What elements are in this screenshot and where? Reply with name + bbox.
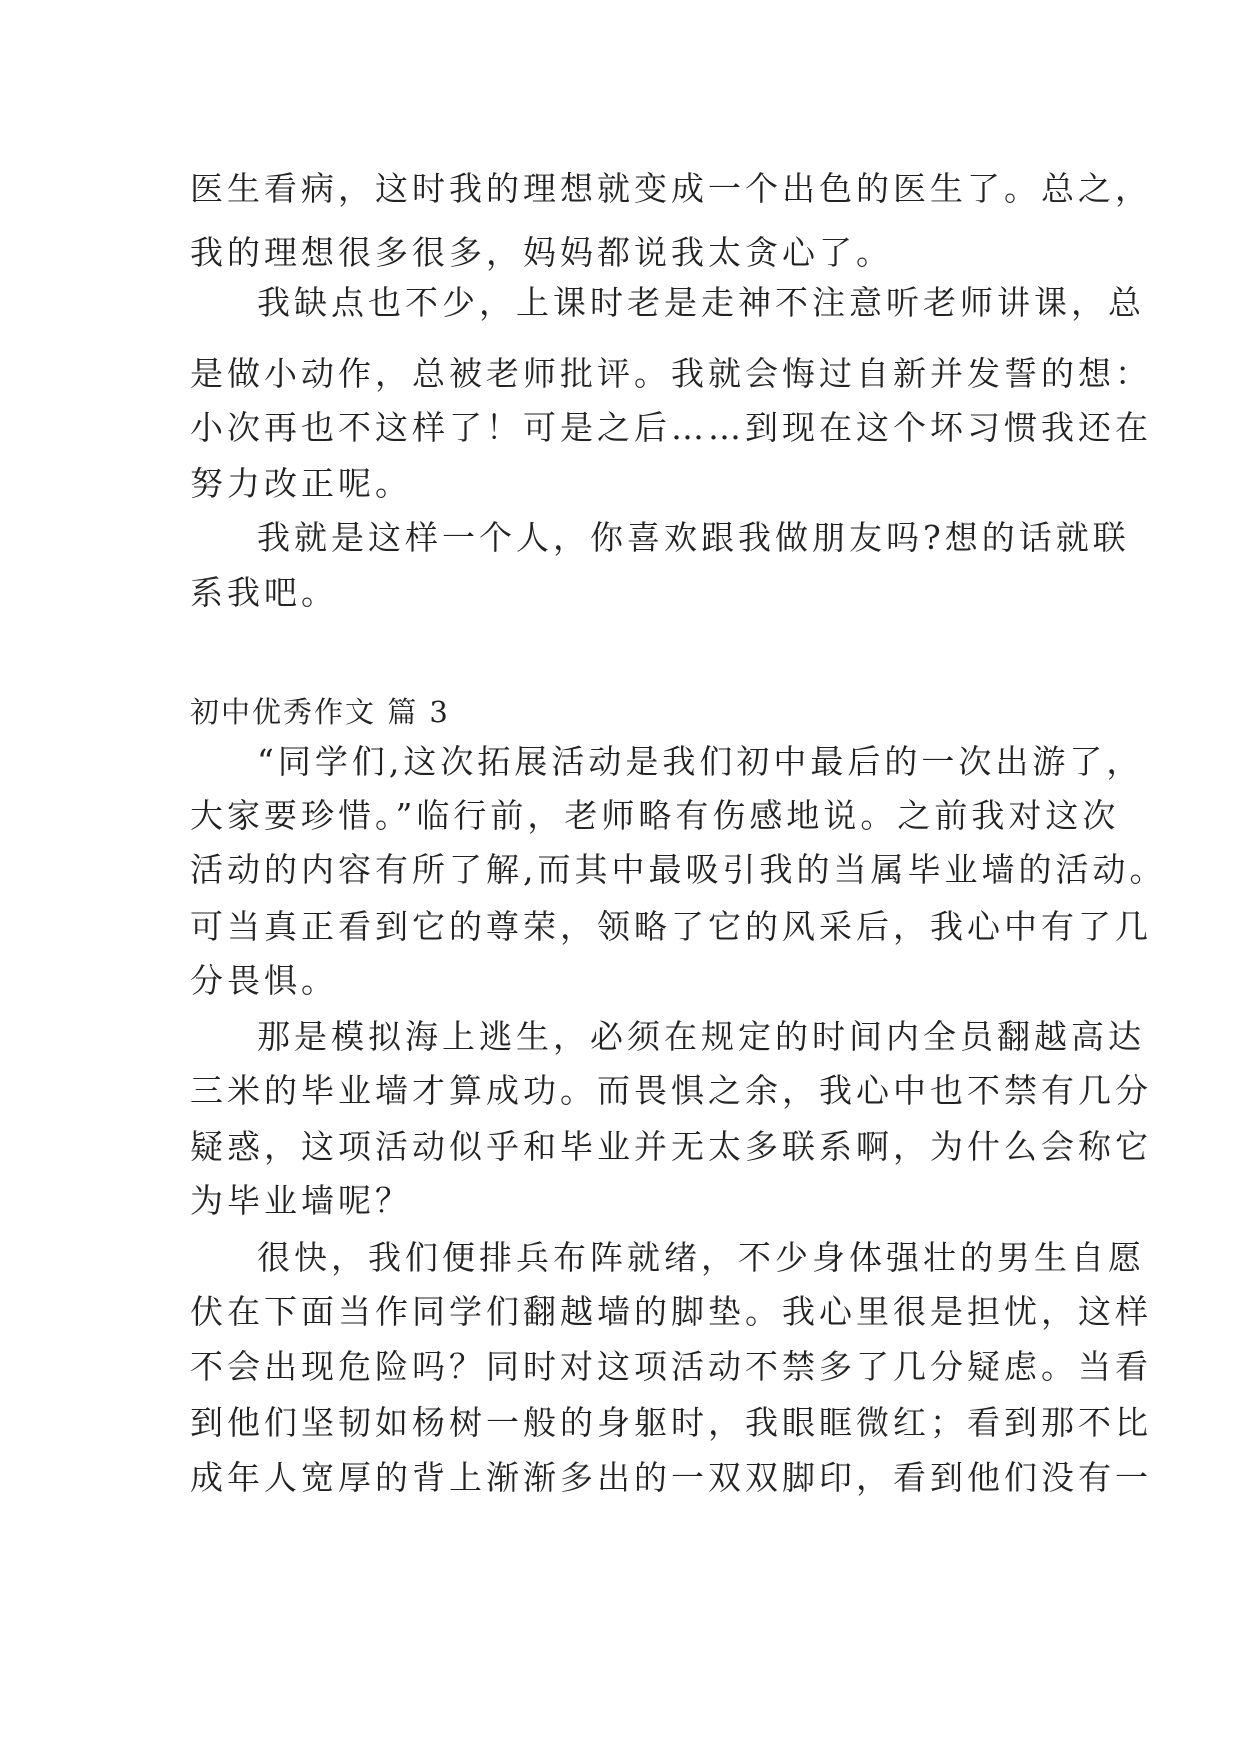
text-line: 是做小动作，总被老师批评。我就会悔过自新并发誓的想： bbox=[190, 354, 1152, 393]
text-line: 医生看病，这时我的理想就变成一个出色的医生了。总之， bbox=[190, 169, 1152, 208]
text-line: 伏在下面当作同学们翻越墙的脚垫。我心里很是担忧，这样 bbox=[190, 1292, 1152, 1331]
text-line: 为毕业墙呢？ bbox=[190, 1181, 412, 1220]
text-line: 三米的毕业墙才算成功。而畏惧之余，我心中也不禁有几分 bbox=[190, 1071, 1152, 1110]
text-line: 我的理想很多很多，妈妈都说我太贪心了。 bbox=[190, 233, 893, 272]
text-line: 可当真正看到它的尊荣，领略了它的风采后，我心中有了几 bbox=[190, 907, 1152, 946]
text-line: 我缺点也不少，上课时老是走神不注意听老师讲课，总 bbox=[257, 283, 1145, 322]
section-heading: 初中优秀作文 篇 3 bbox=[190, 695, 450, 729]
text-line: 小次再也不这样了！可是之后……到现在这个坏习惯我还在 bbox=[190, 408, 1152, 447]
text-line: 我就是这样一个人，你喜欢跟我做朋友吗?想的话就联 bbox=[257, 518, 1130, 557]
text-line: 分畏惧。 bbox=[190, 961, 338, 1000]
text-line: 活动的内容有所了解,而其中最吸引我的当属毕业墙的活动。 bbox=[190, 850, 1167, 889]
text-line: 努力改正呢。 bbox=[190, 464, 412, 503]
text-line: 很快，我们便排兵布阵就绪，不少身体强壮的男生自愿 bbox=[257, 1238, 1145, 1277]
text-line: 疑惑，这项活动似乎和毕业并无太多联系啊，为什么会称它 bbox=[190, 1127, 1152, 1166]
text-line: 到他们坚韧如杨树一般的身躯时，我眼眶微红；看到那不比 bbox=[190, 1403, 1152, 1442]
text-line: 不会出现危险吗？同时对这项活动不禁多了几分疑虑。当看 bbox=[190, 1347, 1152, 1386]
text-line: 那是模拟海上逃生，必须在规定的时间内全员翻越高达 bbox=[257, 1017, 1145, 1056]
text-line: 大家要珍惜。”临行前，老师略有伤感地说。之前我对这次 bbox=[190, 796, 1120, 835]
text-line: “同学们,这次拓展活动是我们初中最后的一次出游了， bbox=[257, 742, 1144, 781]
text-line: 成年人宽厚的背上渐渐多出的一双双脚印，看到他们没有一 bbox=[190, 1458, 1152, 1497]
text-line: 系我吧。 bbox=[190, 573, 338, 612]
